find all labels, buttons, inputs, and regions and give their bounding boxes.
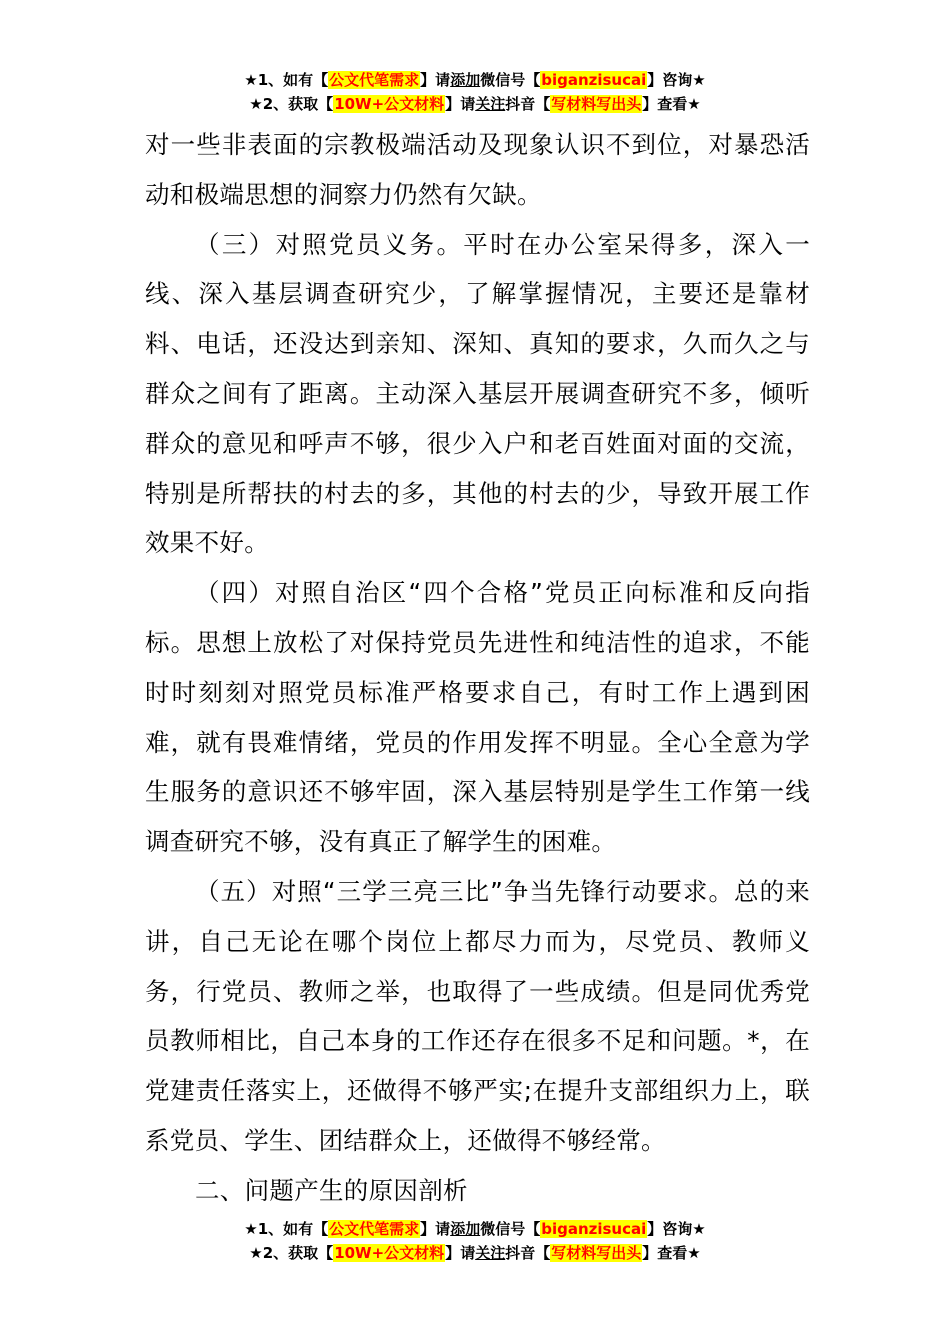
banner-highlight: 10W+公文材料: [334, 95, 445, 113]
header-banner: [0, 68, 950, 116]
banner-highlight: 写材料写出头: [551, 1244, 642, 1262]
paragraph-three-learn: （五）对照“三学三亮三比”争当先锋行动要求。总的来讲，自己无论在哪个岗位上都尽力而为，尽党员、教师义务，行党员、教师之举，也取得了一些成绩。但是同优秀党员教师相比，自己本身的工作还存在很多不足和问题。*，在党建责任落实上，还做得不够严实;在提升支部组织力上，联系党员、学生、团结群众上，还做得不够经常。: [145, 876, 810, 1155]
banner-text: 微信号【: [480, 71, 541, 89]
banner-line-1: [0, 1217, 950, 1241]
section-heading: 二、问题产生的原因剖析: [195, 1175, 468, 1205]
banner-text: 】查看★: [642, 1244, 701, 1262]
banner-text: 】咨询★: [647, 71, 706, 89]
banner-underline: 关注: [475, 95, 506, 113]
banner-highlight: biganzisucai: [541, 71, 647, 89]
banner-text: ★2、获取【: [249, 95, 334, 113]
banner-underline: 添加: [450, 1220, 481, 1238]
banner-text: 】请: [445, 1244, 476, 1262]
banner-highlight: 写材料写出头: [551, 95, 642, 113]
banner-text: 抖音【: [505, 1244, 551, 1262]
banner-line-2: [0, 92, 950, 116]
banner-text: 抖音【: [505, 95, 551, 113]
banner-highlight: 10W+公文材料: [334, 1244, 445, 1262]
footer-banner: [0, 1217, 950, 1265]
banner-text: 】查看★: [642, 95, 701, 113]
banner-text: ★1、如有【: [244, 71, 329, 89]
banner-highlight: 公文代笔需求: [329, 71, 420, 89]
paragraph-continuation: 对一些非表面的宗教极端活动及现象认识不到位，对暴恐活动和极端思想的洞察力仍然有欠缺。: [145, 130, 810, 209]
banner-highlight: biganzisucai: [541, 1220, 647, 1238]
banner-text: 微信号【: [480, 1220, 541, 1238]
banner-text: ★1、如有【: [244, 1220, 329, 1238]
banner-highlight: 公文代笔需求: [329, 1220, 420, 1238]
banner-underline: 添加: [450, 71, 481, 89]
banner-underline: 关注: [475, 1244, 506, 1262]
banner-text: ★2、获取【: [249, 1244, 334, 1262]
banner-line-2: [0, 1241, 950, 1265]
banner-line-1: [0, 68, 950, 92]
document-body: [145, 120, 810, 1216]
banner-text: 】请: [420, 71, 451, 89]
paragraph-four-standards: （四）对照自治区“四个合格”党员正向标准和反向指标。思想上放松了对保持党员先进性和纯洁性的追求，不能时时刻刻对照党员标准严格要求自己，有时工作上遇到困难，就有畏难情绪，党员的作用发挥不明显。全心全意为学生服务的意识还不够牢固，深入基层特别是学生工作第一线调查研究不够，没有真正了解学生的困难。: [145, 578, 810, 857]
paragraph-party-duty: （三）对照党员义务。平时在办公室呆得多，深入一线、深入基层调查研究少，了解掌握情况，主要还是靠材料、电话，还没达到亲知、深知、真知的要求，久而久之与群众之间有了距离。主动深入基层开展调查研究不多，倾听群众的意见和呼声不够，很少入户和老百姓面对面的交流，特别是所帮扶的村去的多，其他的村去的少，导致开展工作效果不好。: [145, 229, 810, 558]
banner-text: 】请: [420, 1220, 451, 1238]
banner-text: 】咨询★: [647, 1220, 706, 1238]
banner-text: 】请: [445, 95, 476, 113]
